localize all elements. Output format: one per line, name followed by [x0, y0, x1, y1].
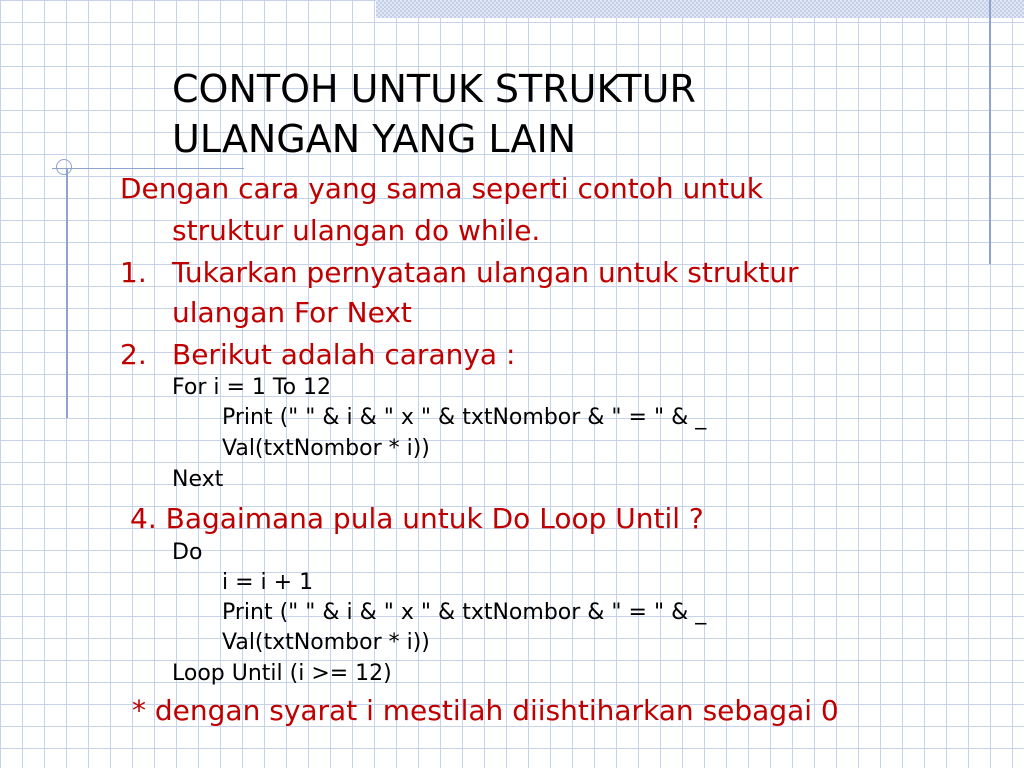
item-2-number: 2. [120, 338, 147, 371]
code-do-line-2: i = i + 1 [222, 570, 314, 595]
decorative-rule-horizontal [52, 168, 244, 169]
code-for-line-3: Val(txtNombor * i)) [222, 436, 430, 461]
code-do-line-1: Do [172, 540, 203, 565]
code-do-line-4: Val(txtNombor * i)) [222, 630, 430, 655]
footnote: * dengan syarat i mestilah diishtiharkan sebagai 0 [132, 694, 839, 727]
intro-line-2: struktur ulangan do while. [172, 214, 541, 247]
code-for-line-1: For i = 1 To 12 [172, 375, 332, 400]
code-for-line-4: Next [172, 467, 224, 492]
item-4-question: 4. Bagaimana pula untuk Do Loop Until ? [130, 502, 704, 535]
item-2-text: Berikut adalah caranya : [172, 338, 516, 371]
decorative-rule-right [989, 0, 991, 264]
decorative-rule-left [66, 168, 68, 418]
title-line-1: CONTOH UNTUK STRUKTUR [172, 67, 696, 111]
decorative-top-band [376, 0, 1024, 18]
code-do-line-5: Loop Until (i >= 12) [172, 661, 392, 686]
intro-line-1: Dengan cara yang sama seperti contoh untuk [120, 172, 763, 205]
item-1-number: 1. [120, 256, 147, 289]
item-1-line-1: Tukarkan pernyataan ulangan untuk struktur [172, 256, 799, 289]
title-line-2: ULANGAN YANG LAIN [172, 117, 577, 161]
code-for-line-2: Print (" " & i & " x " & txtNombor & " = " & _ [222, 405, 707, 430]
code-do-line-3: Print (" " & i & " x " & txtNombor & " = " & _ [222, 600, 707, 625]
decorative-circle [56, 159, 72, 175]
item-1-line-2: ulangan For Next [172, 296, 412, 329]
slide-title [172, 64, 696, 164]
